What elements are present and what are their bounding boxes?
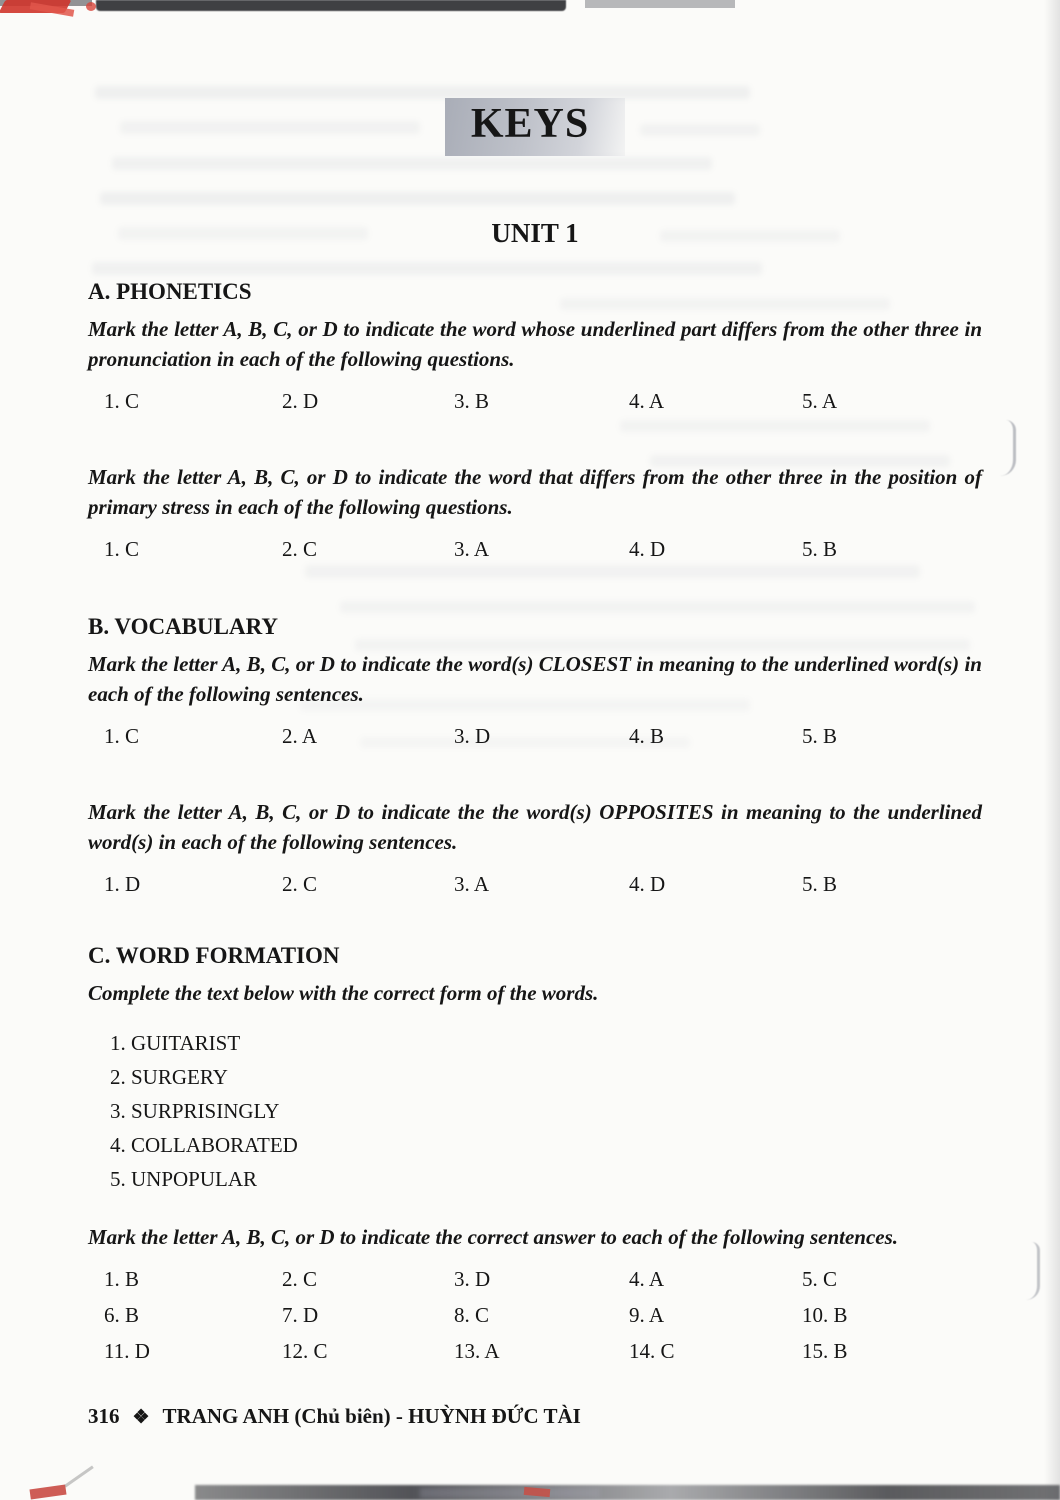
answer: 15. B (802, 1339, 848, 1364)
red-pen-mark (29, 1485, 66, 1500)
answer: 5. B (802, 724, 838, 749)
red-pen-mark (524, 1487, 551, 1497)
answer: 14. C (629, 1339, 675, 1364)
answer-row (88, 1303, 982, 1328)
answer: 5. B (802, 537, 838, 562)
answer: 12. C (282, 1339, 328, 1364)
answer: 2. D (282, 389, 319, 414)
answer: 4. D (629, 872, 666, 897)
unit-heading: UNIT 1 (491, 218, 579, 248)
answer-row (88, 537, 982, 562)
answer: 4. A (629, 1267, 665, 1292)
answer: 13. A (454, 1339, 500, 1364)
instruction-closest: Mark the letter A, B, C, or D to indicate the word(s) CLOSEST in meaning to the underlined word(s) in each of the following sentences. (88, 652, 982, 707)
answer: 7. D (282, 1303, 319, 1328)
instruction-pronunciation: Mark the letter A, B, C, or D to indicate the word whose underlined part differs from the other three in pronunciation in each of the following questions. (88, 317, 982, 372)
answer: 3. A (454, 872, 490, 897)
section-heading-vocabulary: B. VOCABULARY (88, 614, 278, 640)
answer-row (88, 389, 982, 414)
pencil-mark (64, 1466, 94, 1488)
answer: 1. C (104, 724, 140, 749)
answer: 4. B (629, 724, 665, 749)
answer: 3. D (454, 724, 491, 749)
answer: 2. C (282, 872, 318, 897)
page-footer (88, 1404, 581, 1429)
answer: 1. C (104, 389, 140, 414)
answer: 1. D (104, 872, 141, 897)
instruction-stress: Mark the letter A, B, C, or D to indicate the word that differs from the other three in the position of primary stress in each of the following questions. (88, 465, 982, 520)
instruction-word-formation: Complete the text below with the correct form of the words. (88, 981, 599, 1006)
answer: 5. C (802, 1267, 838, 1292)
answer: 10. B (802, 1303, 848, 1328)
word-formation-answer: 3. SURPRISINGLY (110, 1099, 280, 1124)
word-formation-answer: 1. GUITARIST (110, 1031, 241, 1056)
scan-edge-artifact-bottom (420, 1488, 600, 1498)
word-formation-answers (88, 1026, 982, 1196)
answer: 1. B (104, 1267, 140, 1292)
section-heading-word-formation: C. WORD FORMATION (88, 943, 340, 969)
answer: 4. A (629, 389, 665, 414)
answer: 3. B (454, 389, 490, 414)
section-heading-phonetics: A. PHONETICS (88, 279, 252, 304)
page-title: KEYS (445, 98, 625, 156)
footer-authors: TRANG ANH (Chủ biên) - HUỲNH ĐỨC TÀI (162, 1404, 581, 1428)
answer: 5. A (802, 389, 838, 414)
word-formation-answer: 2. SURGERY (110, 1065, 228, 1090)
answer: 2. A (282, 724, 318, 749)
answer: 2. C (282, 537, 318, 562)
answer: 5. B (802, 872, 838, 897)
answer: 6. B (104, 1303, 140, 1328)
answer-row (88, 1267, 982, 1292)
answer: 8. C (454, 1303, 490, 1328)
answer: 3. D (454, 1267, 491, 1292)
answer-row (88, 1339, 982, 1364)
answer-row (88, 724, 982, 749)
word-formation-answer: 5. UNPOPULAR (110, 1167, 258, 1192)
page-number: 316 (88, 1404, 120, 1428)
title-wrap (88, 98, 982, 156)
answer: 9. A (629, 1303, 665, 1328)
scan-edge-artifact-bottom (195, 1485, 1060, 1500)
instruction-opposites: Mark the letter A, B, C, or D to indicate the the word(s) OPPOSITES in meaning to the underlined word(s) in each of the following sentences. (88, 800, 982, 855)
answer: 11. D (104, 1339, 150, 1364)
word-formation-answer: 4. COLLABORATED (110, 1133, 298, 1158)
instruction-multiple-choice: Mark the letter A, B, C, or D to indicate the correct answer to each of the following sentences. (88, 1225, 899, 1250)
answer: 3. A (454, 537, 490, 562)
answer: 4. D (629, 537, 666, 562)
answer: 2. C (282, 1267, 318, 1292)
answer-row (88, 872, 982, 897)
answer: 1. C (104, 537, 140, 562)
diamond-icon: ❖ (132, 1407, 150, 1428)
